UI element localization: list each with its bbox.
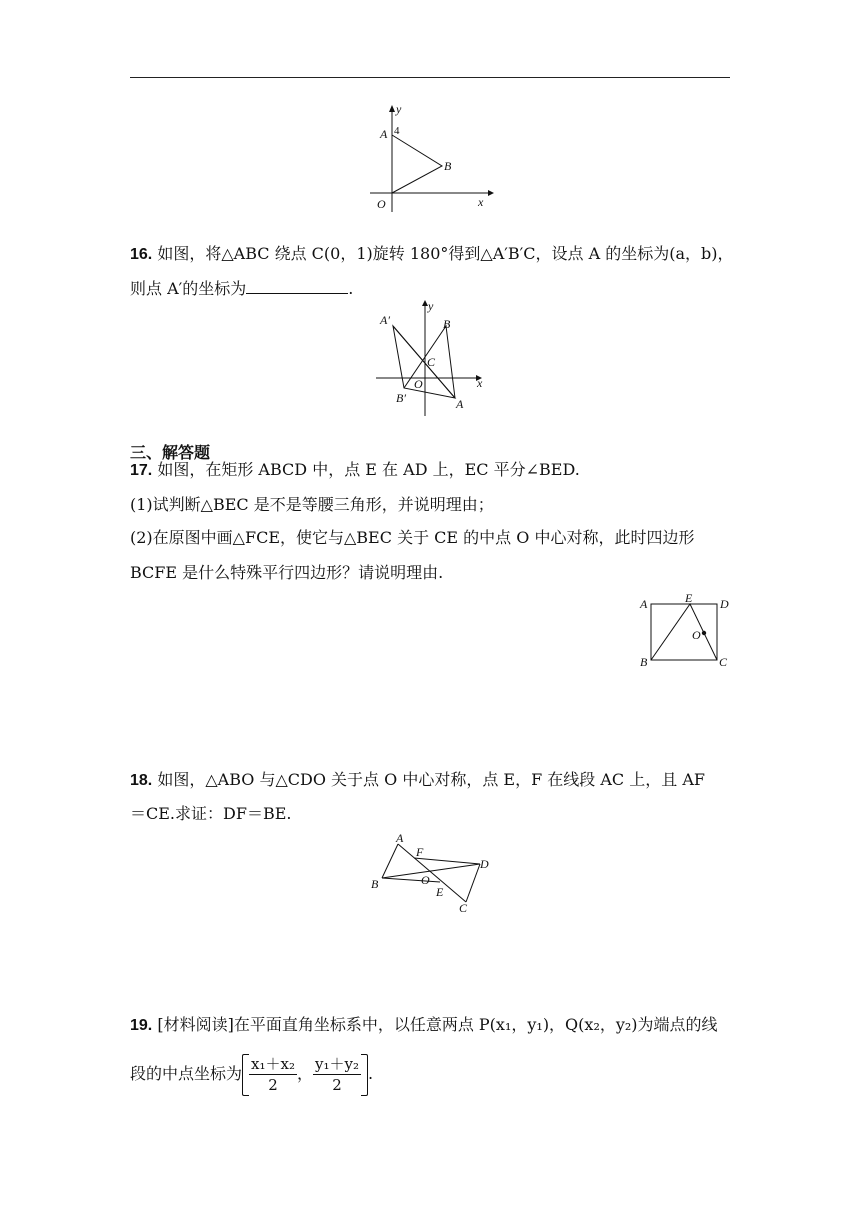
label-C: C: [459, 901, 468, 915]
figure-18-symmetry-diagram: [366, 830, 496, 918]
fraction-separator: ，: [296, 1064, 313, 1083]
label-B: B: [640, 655, 648, 669]
fraction-y-denominator: 2: [332, 1076, 342, 1094]
q16-text2: 则点 A′的坐标为: [130, 279, 247, 298]
q19-number: 19.: [130, 1017, 153, 1034]
label-y: y: [396, 102, 402, 116]
label-O: O: [377, 197, 386, 211]
q16-line2: [130, 278, 730, 300]
header-rule: [130, 77, 730, 78]
label-F: F: [416, 845, 424, 859]
answer-blank: [246, 279, 348, 294]
q17-text1: 如图，在矩形 ABCD 中，点 E 在 AD 上，EC 平分∠BED.: [157, 460, 580, 479]
left-paren: [242, 1054, 249, 1096]
fraction-y: [313, 1054, 361, 1095]
label-E: E: [685, 594, 693, 605]
q19-text2: 段的中点坐标为: [130, 1064, 243, 1083]
label-B-prime: B′: [396, 391, 406, 405]
figure-15-coordinate-diagram: [360, 100, 500, 218]
fraction-x-numerator: x₁＋x₂: [251, 1055, 295, 1073]
section-title: 三、解答题: [130, 443, 211, 462]
label-4: 4: [394, 125, 400, 137]
q16-text2-end: .: [348, 279, 354, 298]
label-B: B: [371, 877, 379, 891]
label-B: B: [444, 159, 452, 173]
label-E: E: [436, 885, 444, 899]
q17-number: 17.: [130, 462, 153, 479]
q19-line1: [130, 1014, 730, 1037]
figure-17-rectangle-diagram: [636, 594, 736, 670]
fraction-x-denominator: 2: [268, 1076, 278, 1094]
q18-line1: [130, 769, 730, 792]
q18-number: 18.: [130, 772, 153, 789]
fraction-x: [249, 1054, 297, 1095]
right-paren: [361, 1054, 368, 1096]
q16-line1: [130, 243, 734, 266]
label-B: B: [443, 317, 451, 331]
figure-16-rotation-diagram: [370, 298, 490, 416]
label-O: O: [692, 628, 701, 642]
q17-part2b: BCFE 是什么特殊平行四边形？请说明理由.: [130, 563, 444, 582]
label-O: O: [421, 873, 430, 887]
label-A: A: [456, 397, 464, 411]
label-D: D: [480, 857, 489, 871]
q17-part1: (1)试判断△BEC 是不是等腰三角形，并说明理由；: [130, 495, 494, 514]
label-x: x: [478, 195, 484, 209]
label-C: C: [719, 655, 728, 669]
label-C: C: [427, 355, 436, 369]
label-A: A: [380, 127, 388, 141]
q17-part2a: (2)在原图中画△FCE，使它与△BEC 关于 CE 的中点 O 中心对称，此时四边形: [130, 528, 695, 547]
label-A-prime: A′: [380, 313, 390, 327]
label-D: D: [720, 597, 729, 611]
label-A: A: [640, 597, 648, 611]
fraction-y-numerator: y₁＋y₂: [314, 1055, 359, 1073]
q19-text1: [材料阅读]在平面直角坐标系中，以任意两点 P(x₁，y₁)，Q(x₂，y₂)为端点的线: [157, 1015, 718, 1034]
q19-line2: [130, 1052, 730, 1096]
q19-text2-end: .: [367, 1064, 374, 1083]
label-y: y: [428, 299, 434, 313]
q16-text1: 如图，将△ABC 绕点 C(0，1)旋转 180°得到△A′B′C，设点 A 的坐标为(a，b)，: [157, 244, 734, 263]
q18-text1: 如图，△ABO 与△CDO 关于点 O 中心对称，点 E，F 在线段 AC 上，且 AF: [157, 770, 705, 789]
q16-number: 16.: [130, 246, 153, 263]
q18-line2: ＝CE.求证：DF＝BE.: [130, 804, 292, 823]
label-O: O: [414, 377, 423, 391]
label-x: x: [477, 376, 483, 390]
label-A: A: [396, 831, 404, 845]
q17-line1: [130, 459, 730, 482]
